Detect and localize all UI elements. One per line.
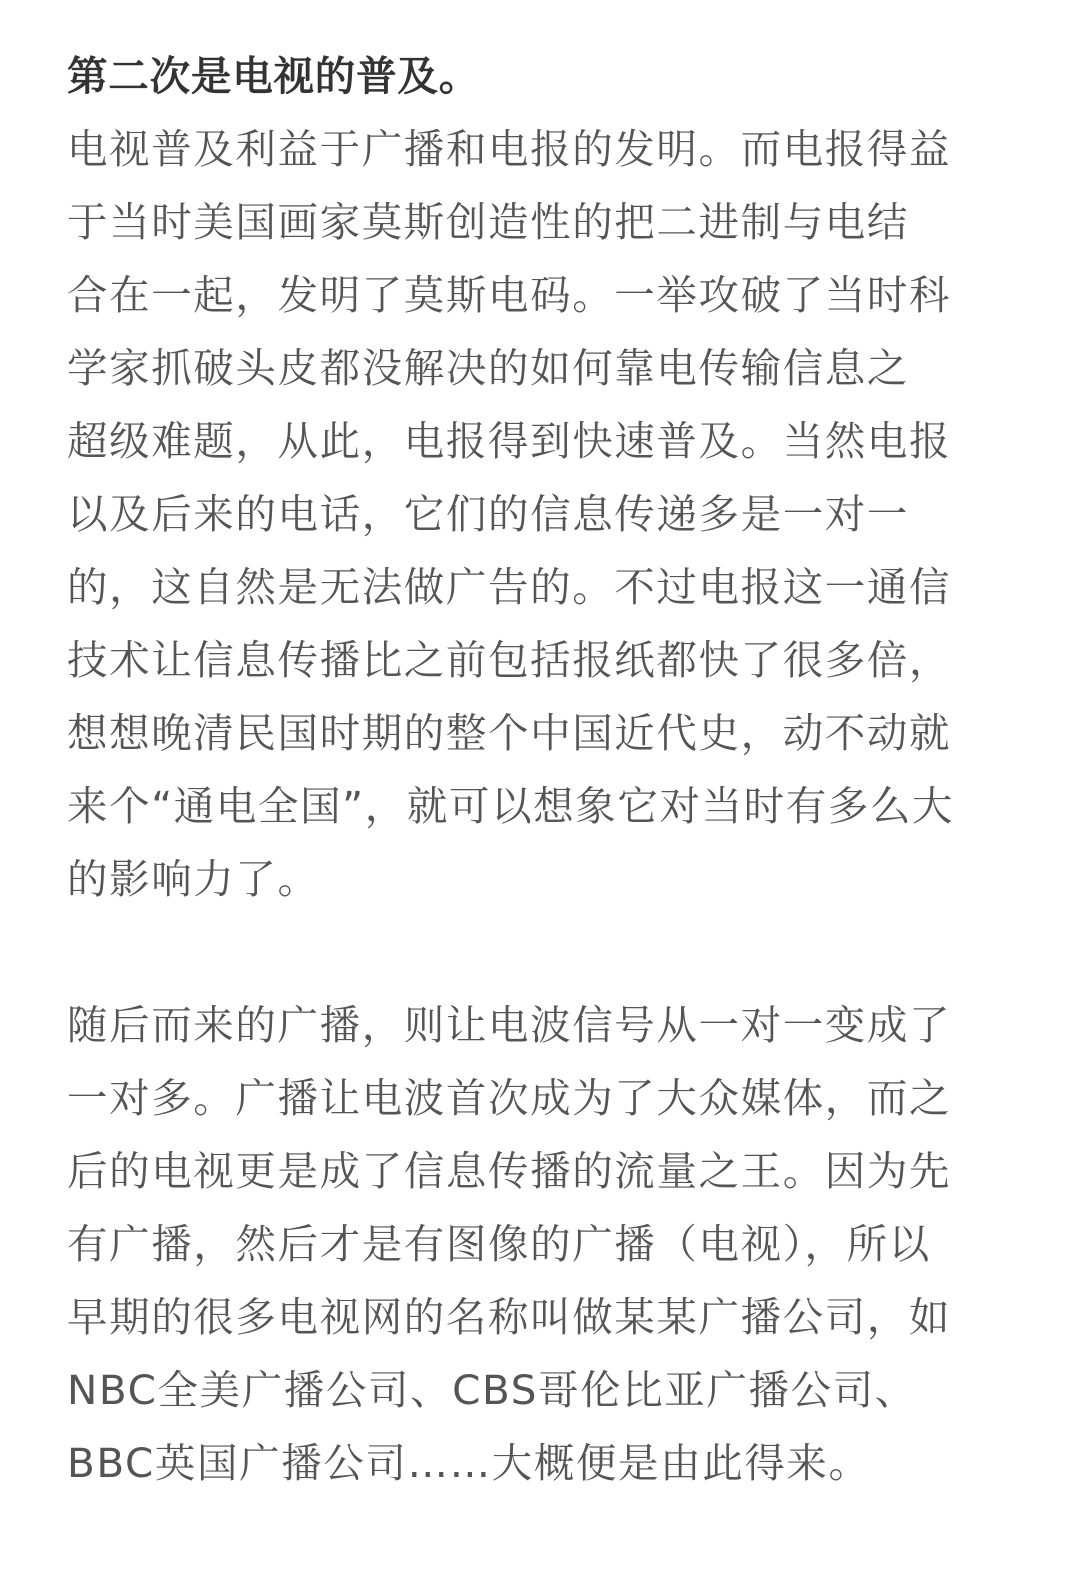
paragraph-line: 合在一起，发明了莫斯电码。一举攻破了当时科 <box>67 271 952 319</box>
paragraph-line: 的影响力了。 <box>67 855 320 903</box>
paragraph-line: 想想晚清民国时期的整个中国近代史，动不动就 <box>67 709 952 757</box>
paragraph-line: 的，这自然是无法做广告的。不过电报这一通信 <box>67 563 952 611</box>
paragraph-telegraph <box>67 113 1007 916</box>
paragraph-line: 学家抓破头皮都没解决的如何靠电传输信息之 <box>67 344 909 392</box>
paragraph-line: 以及后来的电话，它们的信息传递多是一对一 <box>67 490 909 538</box>
paragraph-line: 一对多。广播让电波首次成为了大众媒体，而之 <box>67 1074 952 1122</box>
section-heading: 第二次是电视的普及。 <box>67 52 480 100</box>
paragraph-line: 来个“通电全国”，就可以想象它对当时有多么大 <box>67 782 955 830</box>
paragraph-line: 于当时美国画家莫斯创造性的把二进制与电结 <box>67 198 909 246</box>
paragraph-line: NBC全美广播公司、CBS哥伦比亚广播公司、 <box>67 1366 917 1414</box>
paragraph-line: 随后而来的广播，则让电波信号从一对一变成了 <box>67 1001 952 1049</box>
paragraph-line: 后的电视更是成了信息传播的流量之王。因为先 <box>67 1147 952 1195</box>
paragraph-line: 有广播，然后才是有图像的广播（电视），所以 <box>67 1220 931 1268</box>
paragraph-line: 超级难题，从此，电报得到快速普及。当然电报 <box>67 417 952 465</box>
paragraph-line: 电视普及利益于广播和电报的发明。而电报得益 <box>67 125 952 173</box>
paragraph-line: BBC英国广播公司……大概便是由此得来。 <box>67 1439 871 1487</box>
paragraph-line: 技术让信息传播比之前包括报纸都快了很多倍， <box>67 636 952 684</box>
paragraph-spacer <box>67 916 1007 989</box>
paragraph-line: 早期的很多电视网的名称叫做某某广播公司，如 <box>67 1293 952 1341</box>
paragraph-broadcast <box>67 989 1007 1500</box>
article-body <box>67 40 1007 1500</box>
